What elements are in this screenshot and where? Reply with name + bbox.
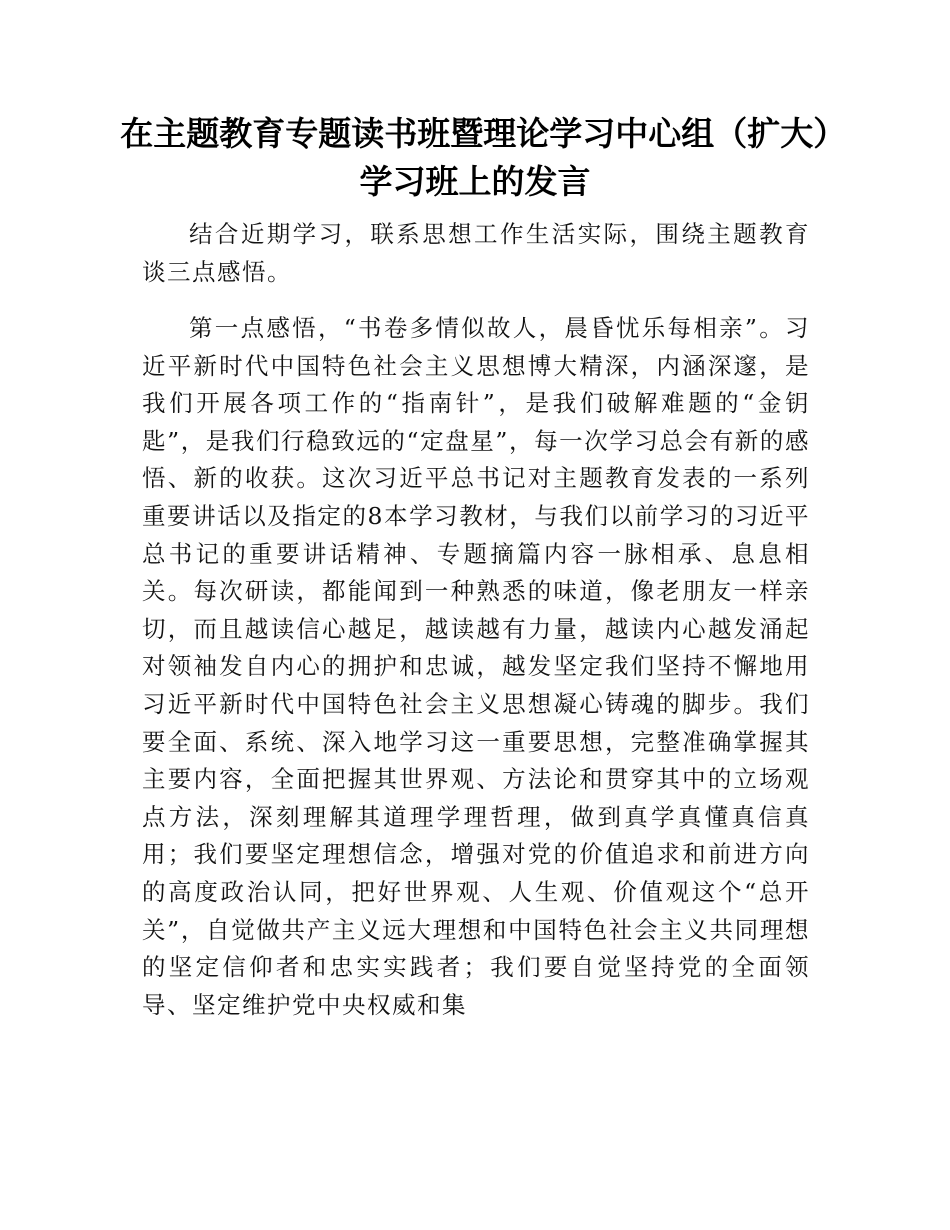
paragraph-intro: 结合近期学习，联系思想工作生活实际，围绕主题教育谈三点感悟。 (142, 220, 810, 286)
paragraph-first-insight: 第一点感悟，“书卷多情似故人，晨昏忧乐每相亲”。习近平新时代中国特色社会主义思想博大精深，内涵深邃，是我们开展各项工作的“指南针”，是我们破解难题的“金钥匙”，是我们行稳致远的“定盘星”，每一次学习总会有新的感悟、新的收获。这次习近平总书记对主题教育发表的一系列重要讲话以及指定的8本学习教材，与我们以前学习的习近平总书记的重要讲话精神、专题摘篇内容一脉相承、息息相关。每次研读，都能闻到一种熟悉的味道，像老朋友一样亲切，而且越读信心越足，越读越有力量，越读内心越发涌起对领袖发自内心的拥护和忠诚，越发坚定我们坚持不懈地用习近平新时代中国特色社会主义思想凝心铸魂的脚步。我们要全面、系统、深入地学习这一重要思想，完整准确掌握其主要内容，全面把握其世界观、方法论和贯穿其中的立场观点方法，深刻理解其道理学理哲理，做到真学真懂真信真用；我们要坚定理想信念，增强对党的价值追求和前进方向的高度政治认同，把好世界观、人生观、价值观这个“总开关”，自觉做共产主义远大理想和中国特色社会主义共同理想的坚定信仰者和忠实实践者；我们要自觉坚持党的全面领导、坚定维护党中央权威和集 (142, 314, 810, 1019)
document-title: 在主题教育专题读书班暨理论学习中心组（扩大）学习班上的发言 (120, 114, 830, 201)
